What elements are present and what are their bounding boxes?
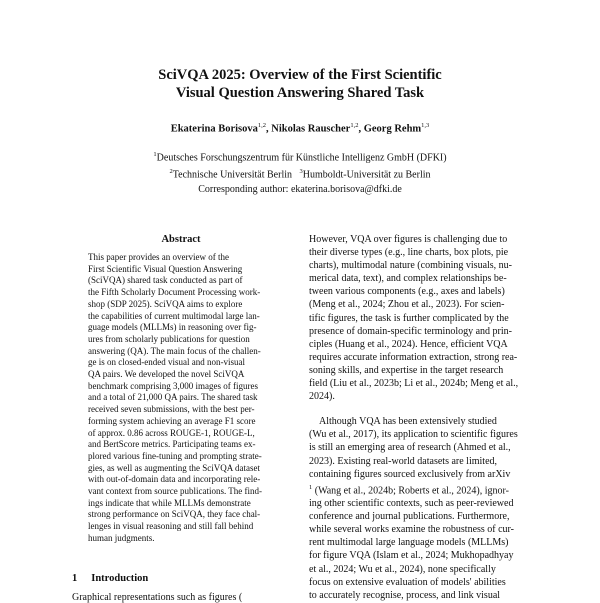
body-text-line: for figure VQA (Islam et al., 2024; Mukhopadhyay: [309, 550, 514, 562]
body-text-line: Although VQA has been extensively studied: [319, 416, 497, 428]
intro-text: Graphical representations such as figures (: [72, 592, 243, 603]
abstract-line: and BertScore metrics. Participating teams ex-: [88, 439, 256, 450]
body-text-fragment: (Wang et al., 2024b; Roberts et al., 2024), ignor-: [312, 485, 509, 497]
section-title: Introduction: [91, 573, 149, 584]
body-text-line: while several works examine the robustness of cur-: [309, 524, 515, 536]
abstract-line: ures from scholarly publications for question: [88, 333, 250, 344]
abstract-line: the capabilities of current multimodal large lan-: [88, 310, 260, 321]
abstract-line: strong performance on SciVQA, they face chal-: [88, 509, 261, 520]
body-text-line: tific figures, the task is further complicated by the: [309, 312, 509, 324]
body-text-line: field (Liu et al., 2023b; Li et al., 2024b; Meng et al.,: [309, 378, 519, 390]
abstract-line: First Scientific Visual Question Answering: [88, 263, 243, 274]
author-affiliation-marker: 1,2: [350, 122, 359, 129]
body-text-line: et al., 2024; Wu et al., 2024), none specifically: [309, 563, 496, 575]
abstract-line: answering (QA). The main focus of the challen-: [88, 345, 261, 356]
corresponding-author: Corresponding author: ekaterina.borisova@dfki.de: [198, 183, 402, 195]
abstract-body: [88, 252, 274, 545]
author-affiliation-marker: 1,3: [421, 122, 430, 129]
body-text-line: conference and journal publications. Furthermore,: [309, 511, 510, 523]
body-text-line: presence of domain-specific terminology and prin-: [309, 325, 512, 337]
author-list: [0, 122, 600, 135]
abstract-line: QA pairs. We developed the novel SciVQA: [88, 369, 245, 380]
body-text-line: focus on extensive evaluation of models' abilities: [309, 576, 506, 588]
body-text-line: charts), multimodal nature (combining visuals, nu-: [309, 260, 513, 272]
body-text-line: requires accurate information extraction, strong rea-: [309, 351, 518, 363]
author-name: Ekaterina Borisova: [170, 123, 258, 135]
abstract-line: gies, as well as augmenting the SciVQA dataset: [88, 462, 260, 473]
affiliation-text: Humboldt-Universität zu Berlin: [302, 169, 431, 181]
abstract-line: and a total of 21,000 QA pairs. The shared task: [88, 392, 258, 403]
body-text-line: their diverse types (e.g., line charts, box plots, pie: [309, 247, 509, 259]
affiliation-marker: 1: [153, 151, 157, 158]
body-text-line: merical data, text), and complex relationships be-: [309, 273, 507, 285]
abstract-line: plored various fine-tuning and prompting strate-: [88, 450, 262, 461]
title-line: Visual Question Answering Shared Task: [175, 85, 425, 101]
body-text-line: ciples (Huang et al., 2024). Hence, efficient VQA: [309, 338, 508, 350]
affiliation-text: Deutsches Forschungszentrum für Künstliche Intelligenz GmbH (DFKI): [156, 152, 447, 164]
paper-title: [0, 66, 600, 102]
affiliation-marker: 3: [299, 168, 303, 176]
abstract-line: lenges in visual reasoning and still fall behind: [88, 521, 254, 532]
abstract-heading: Abstract: [161, 234, 201, 245]
abstract-line: forming system achieving an average F1 score: [88, 415, 256, 426]
section-number: 1: [72, 573, 78, 584]
body-text-line: containing figures sourced exclusively from arXiv: [309, 468, 511, 480]
abstract-line: This paper provides an overview of the: [88, 252, 229, 262]
abstract-line: (SciVQA) shared task conducted as part of: [88, 275, 243, 286]
body-text-line: However, VQA over figures is challenging due to: [309, 234, 508, 245]
author-name: Nikolas Rauscher: [271, 123, 351, 135]
affiliation-line: [0, 165, 600, 182]
body-text-line: (Meng et al., 2024; Zhou et al., 2023). For scien-: [309, 299, 505, 311]
abstract-line: benchmark comprising 3,000 images of figures: [88, 380, 258, 391]
body-text-line: tween various components (e.g., axes and labels): [309, 286, 505, 298]
body-text-line: [309, 481, 534, 497]
author-separator: ,: [266, 123, 272, 135]
abstract-line: shop (SDP 2025). SciVQA aims to explore: [88, 298, 243, 309]
body-text-line: (Wu et al., 2017), its application to scientific figures: [309, 429, 518, 441]
affiliation-line: [0, 148, 600, 165]
body-text-line: soning skills, and expertise in the target research: [309, 364, 504, 376]
title-line: SciVQA 2025: Overview of the First Scientific: [158, 67, 442, 83]
body-text-line: to accurately recognise, process, and link visual: [309, 589, 501, 601]
affiliation-text: Technische Universität Berlin: [172, 169, 292, 181]
author-name: Georg Rehm: [363, 123, 422, 135]
body-text-line: 2023). Existing real-world datasets are limited,: [309, 455, 498, 467]
abstract-line: the Fifth Scholarly Document Processing work-: [88, 287, 261, 298]
abstract-line: ge is on closed-ended visual and non-visual: [88, 357, 245, 368]
right-column-text: [309, 233, 534, 602]
body-text-line: ing other scientific contexts, such as peer-reviewed: [309, 498, 514, 510]
section-heading: [72, 573, 162, 584]
body-text-line: 2024).: [309, 391, 335, 403]
abstract-line: received seven submissions, with the best per-: [88, 404, 255, 415]
affiliation-marker: 2: [169, 168, 173, 176]
body-text-line: is still an emerging area of research (Ahmed et al.,: [309, 442, 511, 454]
abstract-line: of approx. 0.86 across ROUGE-1, ROUGE-L,: [88, 427, 255, 438]
author-affiliation-marker: 1,2: [257, 122, 267, 129]
abstract-line: human judgments.: [88, 532, 155, 543]
abstract-line: with out-of-domain data and incorporating rele-: [88, 474, 261, 485]
author-separator: ,: [358, 123, 364, 135]
abstract-line: ings indicate that while MLLMs demonstrate: [88, 497, 251, 508]
body-text-line: rent multimodal large language models (MLLMs): [309, 537, 509, 549]
affiliations: [0, 148, 600, 197]
footnote-marker[interactable]: 1: [309, 483, 313, 491]
abstract-line: guage models (MLLMs) in reasoning over fig-: [88, 322, 257, 333]
abstract-line: vant context from source publications. The find-: [88, 486, 263, 497]
